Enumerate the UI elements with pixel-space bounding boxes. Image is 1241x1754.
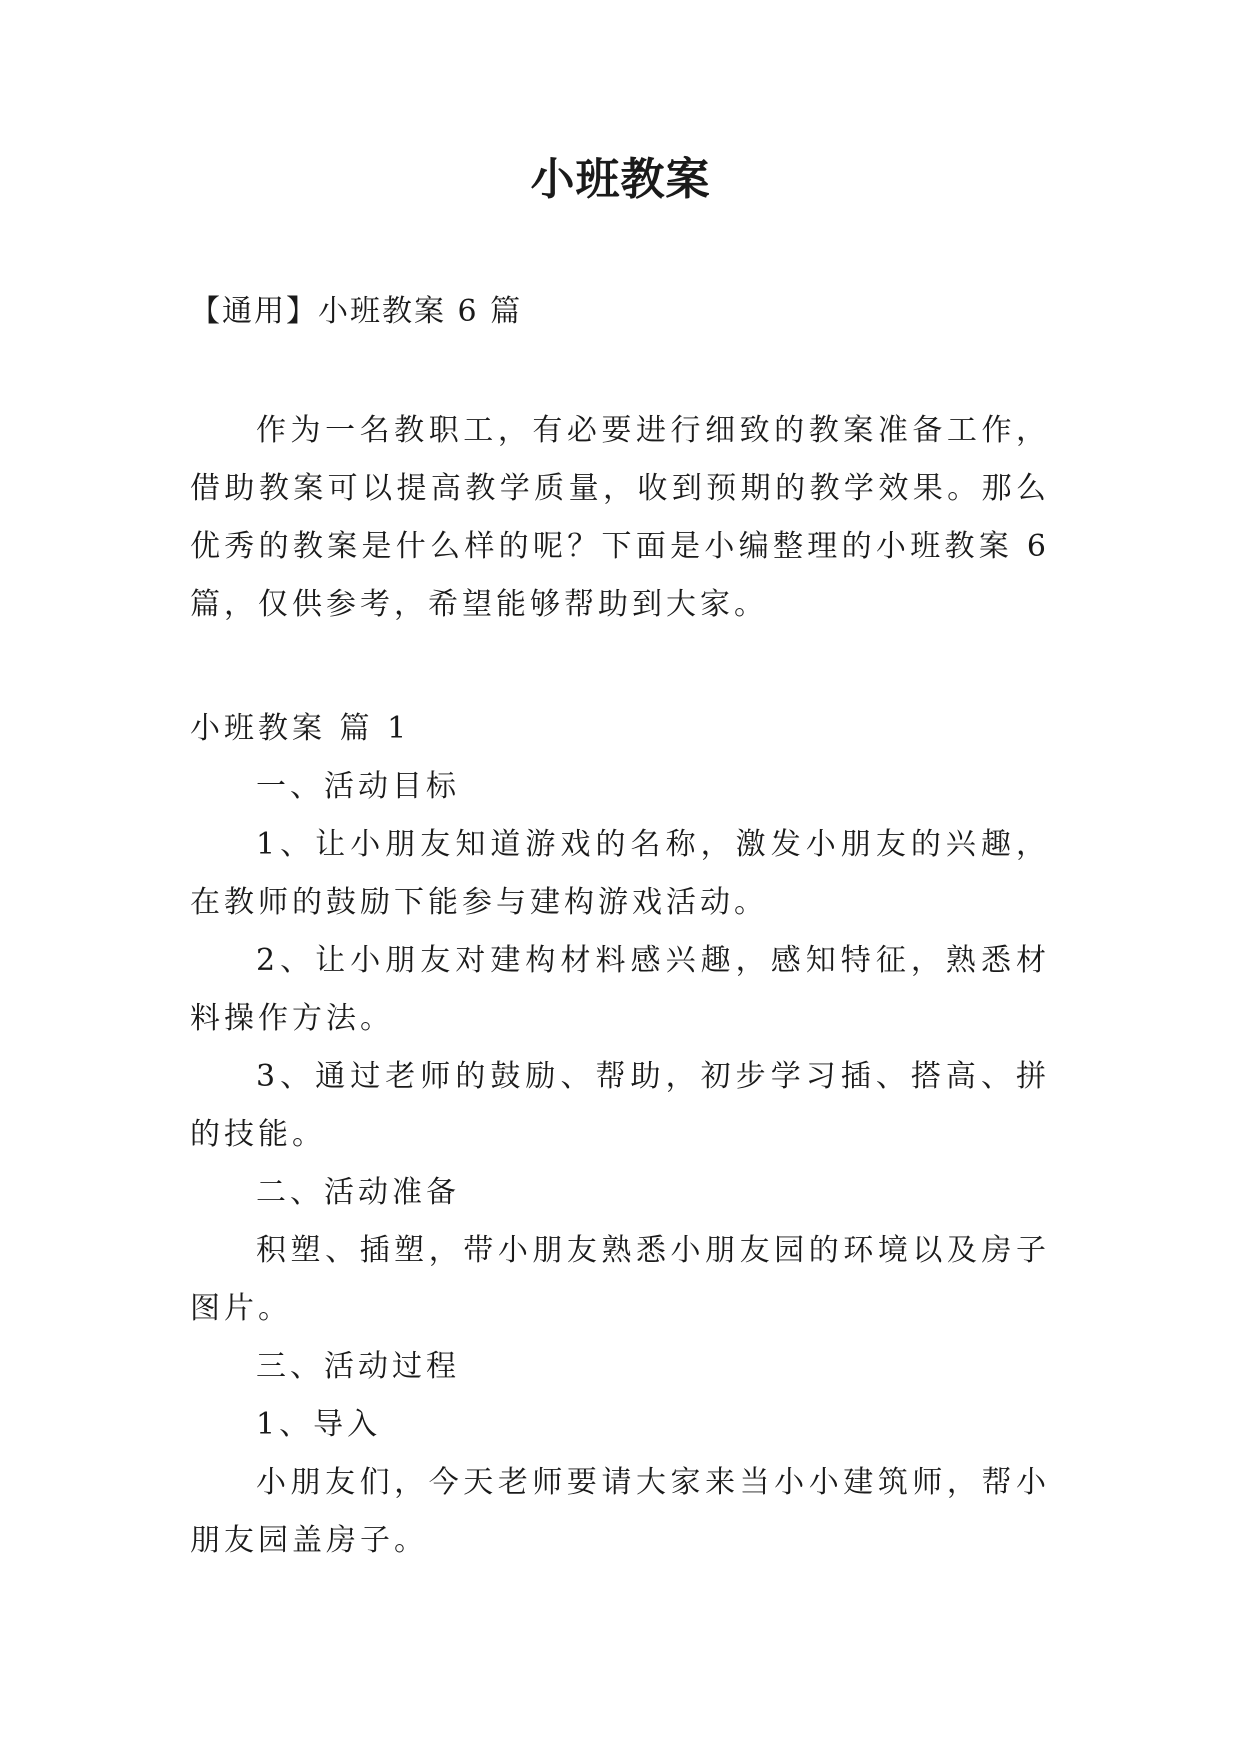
document-title: 小班教案	[530, 154, 711, 205]
heading-activity-preparation: 二、活动准备	[256, 1175, 460, 1210]
intro-paragraph: 作为一名教职工，有必要进行细致的教案准备工作，借助教案可以提高教学质量，收到预期的教学效果。那么优秀的教案是什么样的呢？下面是小编整理的小班教案 6 篇，仅供参考，希望能够帮助到大家。	[190, 413, 1050, 622]
heading-activity-process: 三、活动过程	[256, 1349, 460, 1384]
preparation-paragraph: 积塑、插塑，带小朋友熟悉小朋友园的环境以及房子图片。	[190, 1233, 1050, 1326]
document-subtitle: 【通用】小班教案 6 篇	[190, 294, 523, 329]
goal-item-2: 2、让小朋友对建构材料感兴趣，感知特征，熟悉材料操作方法。	[190, 943, 1050, 1036]
section-heading: 小班教案 篇 1	[190, 711, 411, 746]
heading-activity-goals: 一、活动目标	[256, 769, 460, 804]
process-paragraph: 小朋友们，今天老师要请大家来当小小建筑师，帮小朋友园盖房子。	[190, 1465, 1050, 1558]
document-body	[190, 700, 1050, 1570]
goal-item-1: 1、让小朋友知道游戏的名称，激发小朋友的兴趣，在教师的鼓励下能参与建构游戏活动。	[190, 827, 1050, 920]
process-step-1: 1、导入	[256, 1407, 382, 1442]
goal-item-3: 3、通过老师的鼓励、帮助，初步学习插、搭高、拼的技能。	[190, 1059, 1050, 1152]
